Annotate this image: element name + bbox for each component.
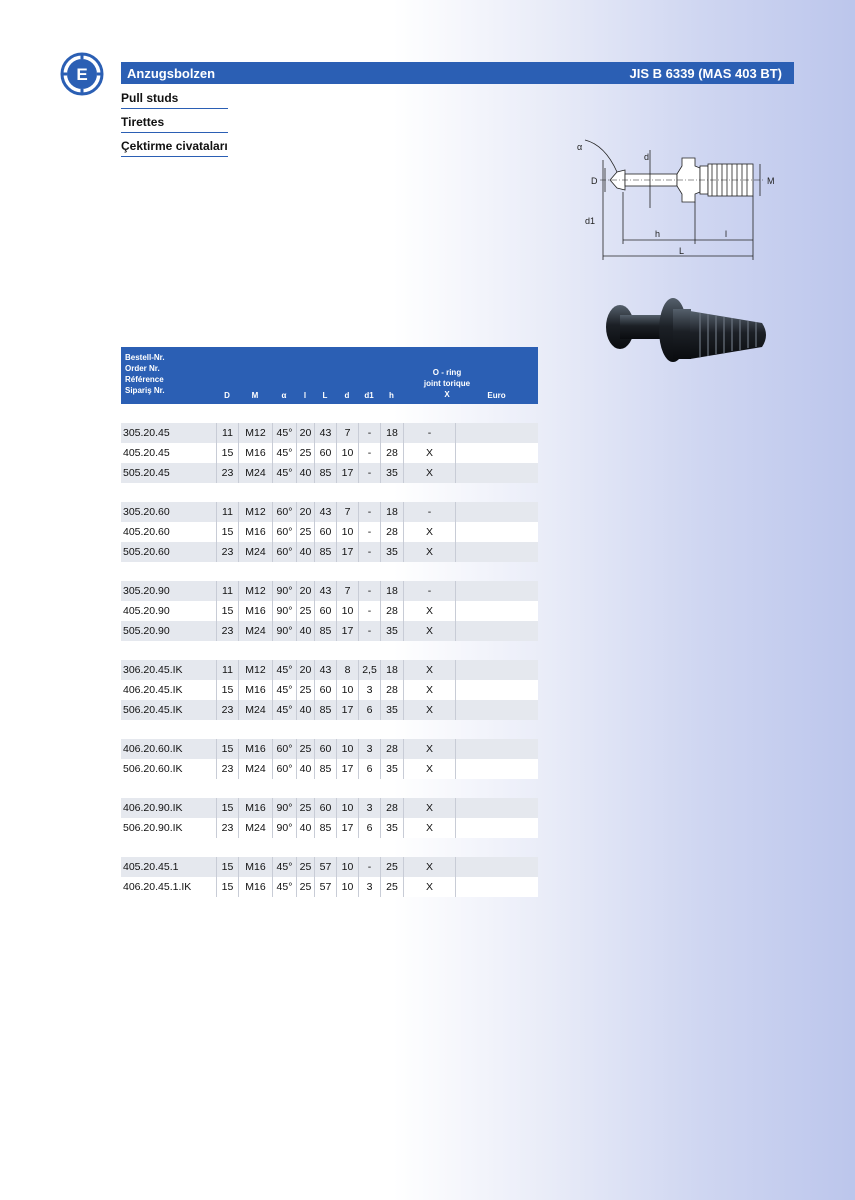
table-cell: M16: [238, 739, 272, 759]
table-body: [121, 404, 538, 897]
standard-label: JIS B 6339 (MAS 403 BT): [629, 65, 782, 81]
table-row: [121, 857, 538, 877]
table-cell: 20: [296, 423, 314, 443]
table-cell: X: [403, 443, 455, 463]
table-cell: M16: [238, 857, 272, 877]
subtitle-en: Pull studs: [121, 89, 228, 109]
table-cell: M24: [238, 542, 272, 562]
order-number-cell: 405.20.45: [123, 447, 170, 459]
group-spacer: [121, 483, 538, 502]
table-cell: 25: [296, 798, 314, 818]
table-cell: M24: [238, 759, 272, 779]
group-spacer: [121, 838, 538, 857]
table-cell: 28: [380, 443, 403, 463]
column-header-M: M: [251, 391, 259, 400]
table-cell: X: [403, 700, 455, 720]
table-cell: 8: [336, 660, 358, 680]
table-cell: 60°: [272, 739, 296, 759]
table-cell: 3: [358, 739, 380, 759]
table-cell: 60°: [272, 759, 296, 779]
table-cell: M24: [238, 463, 272, 483]
table-cell: 11: [216, 581, 238, 601]
column-header-D: D: [224, 391, 230, 400]
table-cell: M24: [238, 621, 272, 641]
table-cell: 25: [296, 739, 314, 759]
table-cell: 35: [380, 463, 403, 483]
table-cell: [455, 798, 538, 818]
table-cell: [455, 443, 538, 463]
table-cell: 18: [380, 660, 403, 680]
table-cell: M16: [238, 798, 272, 818]
table-cell: 45°: [272, 463, 296, 483]
table-cell: 18: [380, 581, 403, 601]
table-cell: [455, 463, 538, 483]
table-cell: 35: [380, 542, 403, 562]
column-header-h: h: [389, 391, 394, 400]
table-cell: 7: [336, 423, 358, 443]
table-cell: M16: [238, 522, 272, 542]
table-cell: -: [358, 443, 380, 463]
table-cell: 57: [314, 877, 336, 897]
table-cell: 90°: [272, 818, 296, 838]
table-cell: 85: [314, 700, 336, 720]
table-cell: 25: [296, 522, 314, 542]
table-cell: 60: [314, 680, 336, 700]
table-cell: 90°: [272, 601, 296, 621]
table-cell: X: [403, 463, 455, 483]
table-cell: 7: [336, 502, 358, 522]
table-cell: X: [403, 680, 455, 700]
table-cell: X: [403, 818, 455, 838]
table-row: [121, 818, 538, 838]
table-cell: M24: [238, 700, 272, 720]
order-number-cell: 305.20.60: [123, 506, 170, 518]
table-cell: 15: [216, 680, 238, 700]
table-row: [121, 522, 538, 542]
subtitle-tr: Çektirme civataları: [121, 137, 228, 157]
order-number-cell: 505.20.90: [123, 625, 170, 637]
table-cell: 20: [296, 502, 314, 522]
table-cell: 3: [358, 877, 380, 897]
table-cell: 6: [358, 759, 380, 779]
table-cell: 60: [314, 739, 336, 759]
table-cell: 10: [336, 798, 358, 818]
table-cell: 15: [216, 877, 238, 897]
table-cell: 43: [314, 660, 336, 680]
table-cell: 7: [336, 581, 358, 601]
order-number-cell: 506.20.45.IK: [123, 704, 183, 716]
table-cell: 35: [380, 818, 403, 838]
table-cell: 15: [216, 522, 238, 542]
table-cell: 57: [314, 857, 336, 877]
table-cell: X: [403, 542, 455, 562]
table-cell: 43: [314, 423, 336, 443]
table-cell: 15: [216, 443, 238, 463]
oring-header-line1: O - ring: [432, 368, 462, 377]
table-cell: 25: [296, 877, 314, 897]
table-cell: 25: [296, 443, 314, 463]
label-d1: d1: [585, 216, 596, 226]
table-cell: M12: [238, 502, 272, 522]
table-cell: 6: [358, 818, 380, 838]
table-cell: 28: [380, 601, 403, 621]
table-cell: 45°: [272, 443, 296, 463]
table-cell: [455, 621, 538, 641]
table-cell: [455, 700, 538, 720]
table-cell: -: [358, 522, 380, 542]
table-cell: 43: [314, 581, 336, 601]
title-bar: [121, 62, 794, 84]
pull-stud-technical-drawing: [555, 130, 790, 265]
table-cell: 90°: [272, 798, 296, 818]
table-cell: 40: [296, 542, 314, 562]
label-h: h: [655, 229, 661, 239]
table-cell: 15: [216, 601, 238, 621]
table-cell: [455, 542, 538, 562]
order-number-cell: 406.20.45.IK: [123, 684, 183, 696]
column-header-L: L: [322, 391, 328, 400]
table-cell: 43: [314, 502, 336, 522]
table-cell: 40: [296, 818, 314, 838]
table-cell: M12: [238, 423, 272, 443]
table-cell: M16: [238, 877, 272, 897]
label-M: M: [767, 176, 775, 186]
table-cell: 90°: [272, 621, 296, 641]
table-row: [121, 877, 538, 897]
label-D: D: [591, 176, 598, 186]
table-cell: 85: [314, 818, 336, 838]
table-cell: 85: [314, 542, 336, 562]
table-cell: 45°: [272, 700, 296, 720]
table-cell: -: [403, 581, 455, 601]
label-l: l: [725, 229, 727, 239]
table-cell: X: [403, 739, 455, 759]
table-cell: 2,5: [358, 660, 380, 680]
label-alpha: α: [577, 142, 583, 152]
table-cell: 11: [216, 423, 238, 443]
table-cell: 23: [216, 542, 238, 562]
table-row: [121, 502, 538, 522]
order-number-cell: 305.20.45: [123, 427, 170, 439]
table-cell: 10: [336, 680, 358, 700]
table-cell: 28: [380, 739, 403, 759]
table-cell: 17: [336, 463, 358, 483]
table-cell: [455, 581, 538, 601]
table-cell: 10: [336, 739, 358, 759]
table-cell: 23: [216, 759, 238, 779]
table-cell: 15: [216, 857, 238, 877]
table-cell: 25: [296, 680, 314, 700]
table-cell: 60°: [272, 522, 296, 542]
table-cell: M16: [238, 601, 272, 621]
table-cell: 60: [314, 798, 336, 818]
order-number-cell: 406.20.45.1.IK: [123, 881, 192, 893]
order-header-tr: Sipariş Nr.: [125, 386, 165, 395]
table-cell: X: [403, 798, 455, 818]
order-number-cell: 505.20.45: [123, 467, 170, 479]
table-cell: 23: [216, 621, 238, 641]
order-number-cell: 506.20.60.IK: [123, 763, 183, 775]
table-cell: 40: [296, 463, 314, 483]
table-cell: [455, 877, 538, 897]
table-cell: M12: [238, 581, 272, 601]
table-row: [121, 759, 538, 779]
table-cell: [455, 739, 538, 759]
table-cell: 28: [380, 522, 403, 542]
label-L: L: [679, 246, 685, 256]
order-number-cell: 305.20.90: [123, 585, 170, 597]
order-number-cell: 505.20.60: [123, 546, 170, 558]
table-cell: 45°: [272, 423, 296, 443]
table-cell: -: [358, 601, 380, 621]
table-cell: X: [403, 522, 455, 542]
table-cell: 23: [216, 463, 238, 483]
table-cell: 3: [358, 798, 380, 818]
pull-stud-table: [121, 347, 538, 897]
order-number-cell: 406.20.90.IK: [123, 802, 183, 814]
table-cell: 17: [336, 700, 358, 720]
table-cell: 25: [380, 857, 403, 877]
column-header-alpha: α: [281, 391, 287, 400]
table-row: [121, 798, 538, 818]
column-header-d1: d1: [364, 391, 374, 400]
table-row: [121, 680, 538, 700]
column-header-d: d: [344, 391, 350, 400]
table-cell: [455, 601, 538, 621]
order-number-cell: 406.20.60.IK: [123, 743, 183, 755]
table-cell: 11: [216, 660, 238, 680]
table-cell: M16: [238, 443, 272, 463]
table-cell: 40: [296, 759, 314, 779]
table-cell: 17: [336, 818, 358, 838]
table-cell: 85: [314, 621, 336, 641]
group-spacer: [121, 404, 538, 423]
group-spacer: [121, 779, 538, 798]
table-cell: 25: [296, 601, 314, 621]
table-cell: 60: [314, 443, 336, 463]
table-cell: -: [358, 542, 380, 562]
table-cell: 10: [336, 522, 358, 542]
table-cell: X: [403, 857, 455, 877]
table-cell: M16: [238, 680, 272, 700]
order-number-cell: 405.20.60: [123, 526, 170, 538]
table-cell: X: [403, 621, 455, 641]
table-cell: -: [358, 502, 380, 522]
group-spacer: [121, 720, 538, 739]
column-header-l: l: [303, 391, 307, 400]
table-cell: 17: [336, 621, 358, 641]
table-cell: 10: [336, 877, 358, 897]
order-number-cell: 506.20.90.IK: [123, 822, 183, 834]
table-row: [121, 601, 538, 621]
table-cell: 17: [336, 542, 358, 562]
order-number-cell: 405.20.90: [123, 605, 170, 617]
table-cell: 40: [296, 700, 314, 720]
pull-stud-photo: [600, 295, 775, 375]
table-cell: 11: [216, 502, 238, 522]
oring-header-line3: X: [444, 390, 450, 399]
table-cell: 25: [296, 857, 314, 877]
table-cell: 3: [358, 680, 380, 700]
order-header-en: Order Nr.: [125, 364, 160, 373]
company-logo-icon: [60, 52, 104, 96]
table-cell: 10: [336, 443, 358, 463]
order-number-header: [125, 352, 165, 396]
table-cell: 45°: [272, 877, 296, 897]
table-cell: [455, 818, 538, 838]
table-cell: 18: [380, 423, 403, 443]
table-row: [121, 660, 538, 680]
table-cell: 23: [216, 818, 238, 838]
table-cell: 45°: [272, 857, 296, 877]
table-cell: [455, 759, 538, 779]
page-title: Anzugsbolzen: [127, 65, 216, 81]
table-cell: -: [358, 581, 380, 601]
group-spacer: [121, 641, 538, 660]
table-cell: -: [403, 502, 455, 522]
table-cell: 85: [314, 759, 336, 779]
table-cell: -: [358, 423, 380, 443]
oring-header-line2: joint torique: [423, 379, 471, 388]
table-cell: 60°: [272, 542, 296, 562]
table-row: [121, 700, 538, 720]
table-cell: 15: [216, 798, 238, 818]
table-row: [121, 423, 538, 443]
table-cell: 15: [216, 739, 238, 759]
table-row: [121, 621, 538, 641]
order-header-fr: Référence: [125, 375, 164, 384]
table-cell: 35: [380, 759, 403, 779]
table-cell: 20: [296, 660, 314, 680]
table-cell: 10: [336, 601, 358, 621]
table-row: [121, 542, 538, 562]
order-number-cell: 405.20.45.1: [123, 861, 179, 873]
table-cell: -: [358, 857, 380, 877]
table-cell: [455, 423, 538, 443]
table-cell: 45°: [272, 680, 296, 700]
table-cell: X: [403, 601, 455, 621]
table-row: [121, 443, 538, 463]
table-cell: [455, 680, 538, 700]
table-cell: 40: [296, 621, 314, 641]
table-row: [121, 739, 538, 759]
table-cell: [455, 857, 538, 877]
order-header-de: Bestell-Nr.: [125, 353, 165, 362]
table-cell: 45°: [272, 660, 296, 680]
table-cell: 60: [314, 601, 336, 621]
table-cell: 60°: [272, 502, 296, 522]
table-cell: 23: [216, 700, 238, 720]
group-spacer: [121, 562, 538, 581]
table-cell: 28: [380, 680, 403, 700]
table-cell: -: [358, 621, 380, 641]
table-cell: [455, 502, 538, 522]
order-number-cell: 306.20.45.IK: [123, 664, 183, 676]
table-cell: 18: [380, 502, 403, 522]
table-cell: M12: [238, 660, 272, 680]
table-cell: 10: [336, 857, 358, 877]
table-row: [121, 463, 538, 483]
table-header: [121, 347, 538, 404]
table-cell: 85: [314, 463, 336, 483]
table-cell: 6: [358, 700, 380, 720]
table-cell: -: [403, 423, 455, 443]
table-cell: M24: [238, 818, 272, 838]
table-cell: 20: [296, 581, 314, 601]
table-cell: X: [403, 660, 455, 680]
table-cell: X: [403, 877, 455, 897]
table-cell: X: [403, 759, 455, 779]
column-header-euro: Euro: [487, 391, 506, 400]
table-cell: 25: [380, 877, 403, 897]
logo-letter: E: [76, 65, 88, 84]
table-cell: 17: [336, 759, 358, 779]
label-d: d: [644, 152, 650, 162]
table-cell: 35: [380, 621, 403, 641]
table-cell: 60: [314, 522, 336, 542]
table-cell: [455, 522, 538, 542]
table-cell: [455, 660, 538, 680]
table-cell: -: [358, 463, 380, 483]
table-cell: 28: [380, 798, 403, 818]
table-row: [121, 581, 538, 601]
subtitle-fr: Tirettes: [121, 113, 228, 133]
table-cell: 35: [380, 700, 403, 720]
table-cell: 90°: [272, 581, 296, 601]
